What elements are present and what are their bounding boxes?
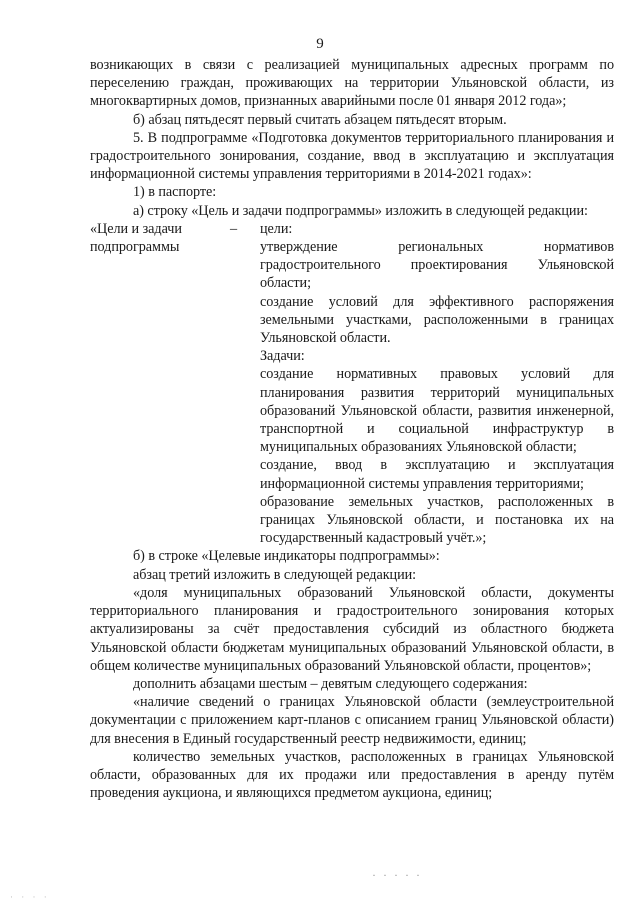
goals-heading: цели: <box>260 220 293 237</box>
paragraph-item-5: 5. В подпрограмме «Подготовка документов территориального планирования и градостроительного зонирования, создание, ввод в эксплуатацию и эксплуатация информационной системы управления территориями в 2014-2021 годах»: <box>90 129 614 183</box>
paragraph-continuation: возникающих в связи с реализацией муниципальных адресных программ по переселению граждан, проживающих на территории Ульяновской области, из многоквартирных домов, признанных аварийными после 01 января 2012 года»; <box>90 57 614 110</box>
scan-edge-artifact: · · · · <box>10 892 50 902</box>
task-item: образование земельных участков, расположенных в границах Ульяновской области, и постановка их на государственный кадастровый учёт.»; <box>260 493 614 547</box>
scan-artifact: · · · · · <box>372 868 422 882</box>
paragraph-indicator-borders: «наличие сведений о границах Ульяновской области (землеустроительной документации с приложением карт-планов с описанием границ Ульяновской области) для внесения в Единый государственный реестр недвижимости, единиц; <box>90 694 614 747</box>
task-item: создание, ввод в эксплуатацию и эксплуатация информационной системы управления территориями; <box>260 457 614 492</box>
paragraph-item-b-indicators: б) в строке «Целевые индикаторы подпрограммы»: <box>133 548 440 565</box>
goal-item: утверждение региональных нормативов градостроительного проектирования Ульяновской области; <box>260 239 614 292</box>
paragraph-item-1-passport: 1) в паспорте: <box>133 184 217 201</box>
passport-table-row <box>90 220 614 548</box>
passport-row-title: «Цели и задачи подпрограммы <box>90 220 182 256</box>
paragraph-item-a: а) строку «Цель и задачи подпрограммы» изложить в следующей редакции: <box>133 202 588 219</box>
paragraph-third-abzac: абзац третий изложить в следующей редакции: <box>133 566 417 583</box>
passport-row-content <box>260 220 614 548</box>
paragraph-add-abzacs: дополнить абзацами шестым – девятым следующего содержания: <box>133 675 528 692</box>
goal-item: создание условий для эффективного распоряжения земельными участками, расположенными в границах Ульяновской области. <box>260 293 614 347</box>
paragraph-indicator-share: «доля муниципальных образований Ульяновской области, документы территориального планирования и градостроительного зонирования которых актуализированы за счёт предоставления субсидий из областного бюджета Ульяновской области бюджетам муниципальных образований Ульяновской области, в общем количестве муниципальных образований Ульяновской области, процентов»; <box>90 584 614 674</box>
passport-row-dash: – <box>230 220 238 237</box>
document-body <box>90 56 614 802</box>
task-item: создание нормативных правовых условий для планирования развития территорий муниципальных образований Ульяновской области, развития инженерной, транспортной и социальной инфраструктур в муниципальных образованиях Ульяновской области; <box>260 366 614 456</box>
tasks-heading: Задачи: <box>260 348 305 365</box>
paragraph-indicator-land-plots: количество земельных участков, расположенных в границах Ульяновской области, образованных для их продажи или предоставления в аренду путём проведения аукциона, и являющихся предметом аукциона, единиц; <box>90 748 614 802</box>
page-number: 9 <box>316 36 324 52</box>
paragraph-item-b: б) абзац пятьдесят первый считать абзацем пятьдесят вторым. <box>133 111 507 128</box>
